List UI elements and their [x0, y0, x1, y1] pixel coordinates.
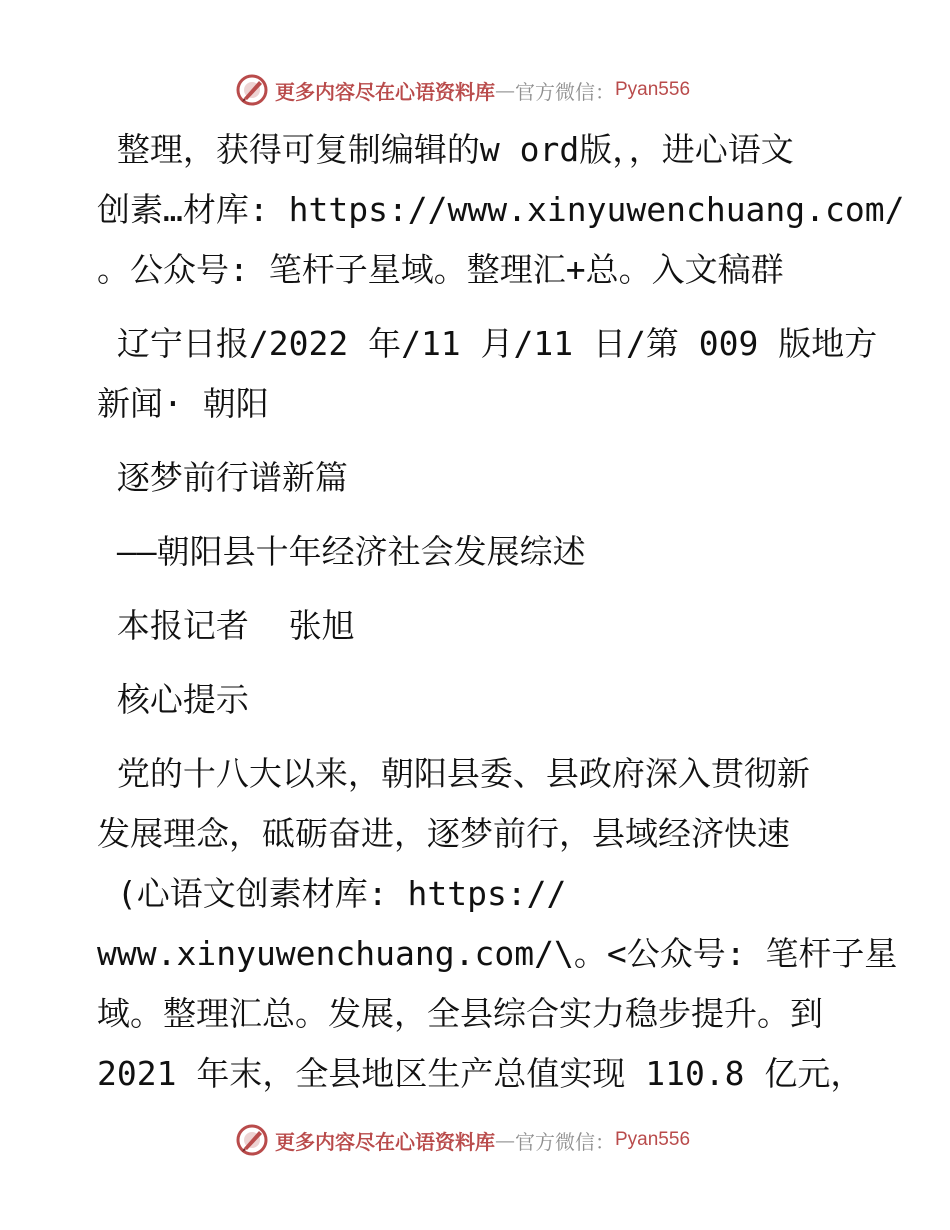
watermark-wechat-id: Pyan556 [615, 79, 691, 100]
text-line: 域。整理汇总。发展，全县综合实力稳步提升。到 [97, 994, 823, 1033]
text-line: 。公众号: 笔杆子星域。整理汇+总。入文稿群 [97, 250, 784, 289]
paragraph-body [97, 744, 898, 1104]
text-line: 辽宁日报/2022 年/11 月/11 日/第 009 版地方 [97, 324, 878, 363]
text-line: 整理，获得可复制编辑的w ord版，，进心语文 [97, 130, 794, 169]
watermark-wechat-label: 官方微信： [515, 79, 615, 104]
watermark-dash: — [495, 1128, 515, 1152]
text-line: 发展理念，砥砺奋进，逐梦前行，县域经济快速 [97, 814, 790, 853]
text-line: (心语文创素材库: https:// [97, 874, 567, 913]
text-line: 新闻· 朝阳 [97, 384, 269, 423]
article-subtitle: ——朝阳县十年经济社会发展综述 [97, 532, 586, 571]
quill-seal-icon [235, 1123, 269, 1157]
watermark-main-text: 更多内容尽在心语资料库 [275, 1129, 495, 1154]
watermark-dash: — [495, 78, 515, 102]
paragraph-intro [97, 120, 905, 300]
watermark-main-text: 更多内容尽在心语资料库 [275, 79, 495, 104]
text-line: 党的十八大以来，朝阳县委、县政府深入贯彻新 [97, 754, 810, 793]
watermark-wechat-label: 官方微信： [515, 1129, 615, 1154]
article-title: 逐梦前行谱新篇 [97, 458, 348, 497]
header-watermark [235, 72, 715, 108]
footer-watermark [235, 1122, 715, 1158]
paragraph-source [97, 314, 878, 434]
watermark-wechat-id: Pyan556 [615, 1129, 691, 1150]
text-line: 2021 年末，全县地区生产总值实现 110.8 亿元， [97, 1054, 864, 1093]
text-line: www.xinyuwenchuang.com/\。<公众号: 笔杆子星 [97, 934, 898, 973]
article-byline: 本报记者 张旭 [97, 606, 355, 645]
quill-seal-icon [235, 73, 269, 107]
document-body [97, 120, 905, 1104]
section-heading: 核心提示 [97, 680, 249, 719]
text-line: 创素…材库: https://www.xinyuwenchuang.com/ [97, 190, 905, 229]
